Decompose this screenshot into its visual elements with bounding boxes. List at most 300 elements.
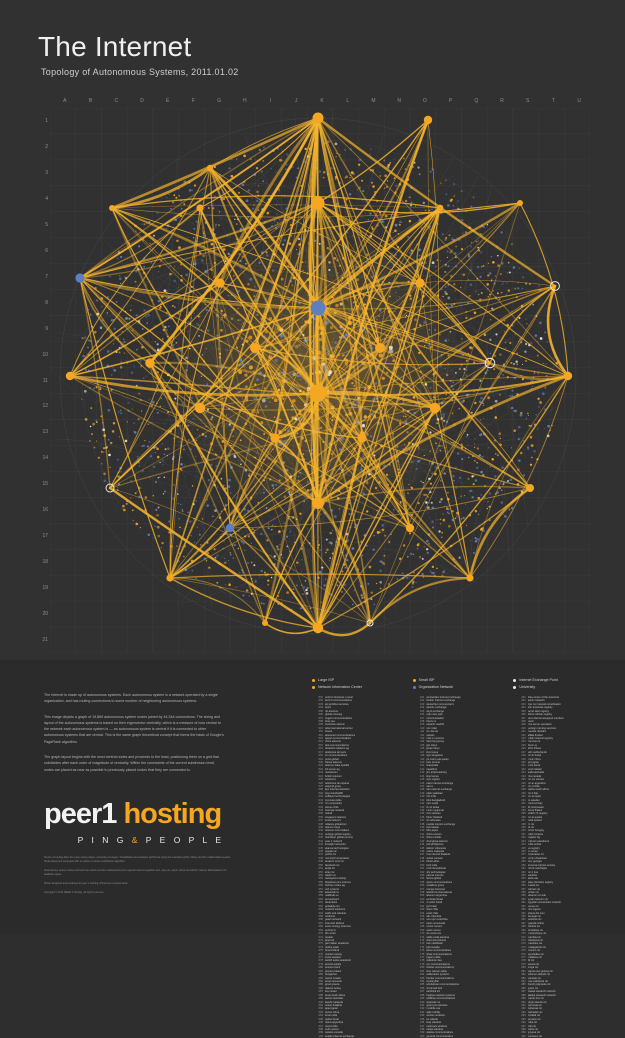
as-rank: 030	[318, 795, 323, 799]
as-rank: 181	[420, 969, 425, 973]
as-name: singapore telecom	[325, 815, 347, 819]
as-rank: 252	[521, 870, 526, 874]
as-name: cogent communications	[325, 716, 353, 720]
as-name: nic.mx mexico	[527, 778, 545, 782]
as-name: claro dominicana	[426, 938, 446, 942]
as-name: ulaknet turkey	[325, 986, 342, 990]
as-name: internet2 abilene	[325, 921, 345, 925]
grid-col-label: H	[243, 98, 247, 104]
as-name: namibia nic	[527, 935, 541, 939]
as-name: bknix thailand	[426, 815, 443, 819]
legend-entry	[312, 685, 407, 690]
grid-row-label: 20	[42, 611, 48, 618]
as-rank: 112	[420, 733, 425, 737]
as-rank: 026	[318, 781, 323, 785]
grid-col-label: M	[371, 98, 376, 104]
page-title: The Internet	[38, 31, 192, 62]
as-rank: 251	[521, 867, 526, 871]
as-rank: 151	[420, 867, 425, 871]
about-paragraph: The Internet is made up of autonomous systems. Each autonomous system is a network operated by a single organization, and has routing connections to some number of neighboring autonomous systems.	[44, 693, 218, 704]
as-name: cudi mexico	[325, 1027, 339, 1031]
as-name: dk hostmaster	[527, 805, 544, 809]
as-name: cincinnati bell	[426, 986, 442, 990]
as-rank: 102	[420, 699, 425, 703]
legend-label: Organization Network	[418, 684, 454, 689]
grid-row-label: 21	[42, 637, 48, 644]
as-rank: 034	[318, 808, 323, 812]
as-rank: 003	[318, 702, 323, 706]
as-rank: 141	[420, 832, 425, 836]
grid-row-label: 9	[45, 325, 48, 332]
as-name: manila internet exchange	[426, 822, 456, 826]
as-rank: 222	[521, 767, 526, 771]
grid-row-label: 5	[45, 221, 48, 228]
as-name: tinet spa	[325, 719, 335, 723]
as-name: dfn verein	[325, 932, 337, 936]
grid-col-label: C	[114, 98, 119, 104]
as-name: rogers cable	[426, 956, 441, 960]
as-name: puerto rico nic	[527, 997, 544, 1001]
as-rank: 042	[318, 836, 323, 840]
as-rank: 108	[420, 719, 425, 723]
legend-entry	[413, 685, 508, 690]
as-rank: 255	[521, 880, 526, 884]
grid-row-label: 17	[42, 533, 48, 540]
as-rank: 082	[318, 973, 323, 977]
as-name: uganda online	[527, 921, 544, 925]
as-rank: 147	[420, 853, 425, 857]
as-name: lix sri lanka	[426, 805, 440, 809]
as-rank: 227	[521, 784, 526, 788]
as-rank: 270	[521, 932, 526, 936]
as-rank: 089	[318, 997, 323, 1001]
grid-row-label: 15	[42, 481, 48, 488]
as-rank: 094	[318, 1014, 323, 1018]
as-name: cox communications	[426, 962, 450, 966]
graph-node	[437, 205, 444, 212]
as-name: new caledonia nic	[527, 980, 549, 984]
as-rank: 039	[318, 826, 323, 830]
fineprint-paragraph: Autonomous system names derived from whois records maintained by the regional internet registries arin, ripe ncc, apnic, lacnic and afrinic. Names abbreviated to fit available space.	[44, 869, 227, 876]
as-name: swisscom	[325, 778, 337, 782]
legend-label: Large ISP	[318, 678, 334, 682]
as-rank: 007	[318, 716, 323, 720]
as-name: clearwire us	[426, 1000, 441, 1004]
as-name: at&t mobility	[426, 1010, 441, 1014]
grid-row-label: 2	[45, 143, 48, 150]
as-name: google inc	[325, 849, 337, 853]
autonomous-systems-list	[312, 696, 612, 1038]
grid-col-label: U	[577, 98, 581, 104]
legend-label: Small ISP	[418, 678, 435, 682]
as-name: papua new guinea nic	[527, 969, 553, 973]
as-rank: 224	[521, 774, 526, 778]
as-name: dreamhost	[325, 901, 338, 905]
as-rank: 244	[521, 843, 526, 847]
as-rank: 018	[318, 754, 323, 758]
as-name: netrail	[325, 812, 333, 816]
as-name: apan japan	[325, 1007, 338, 1011]
as-rank: 202	[521, 699, 526, 703]
as-rank: 199	[420, 1031, 425, 1035]
as-rank: 035	[318, 812, 323, 816]
as-name: cwc caribbean	[426, 942, 443, 946]
as-name: global crossing	[325, 713, 343, 717]
as-rank: 073	[318, 942, 323, 946]
as-name: iucc israel	[325, 990, 337, 994]
as-name: guyana nic	[527, 1031, 541, 1035]
as-rank: 111	[420, 730, 425, 734]
as-rank: 093	[318, 1010, 323, 1014]
as-rank: 264	[521, 911, 526, 915]
as-rank: 138	[420, 822, 425, 826]
as-rank: 052	[318, 870, 323, 874]
grid-col-label: F	[191, 98, 195, 104]
as-rank: 293	[521, 1010, 526, 1014]
grid-row-label: 1	[45, 117, 48, 124]
as-rank: 139	[420, 826, 425, 830]
as-name: hungarnet	[325, 973, 337, 977]
as-name: kareN malaysia	[325, 1000, 343, 1004]
grid-row-label: 3	[45, 169, 48, 176]
graph-node	[226, 524, 234, 532]
as-name: peer 1 network	[325, 839, 343, 843]
as-name: tata communications	[325, 743, 349, 747]
as-rank: 210	[521, 726, 526, 730]
as-name: iix indonesia	[426, 819, 441, 823]
as-rank: 292	[521, 1007, 526, 1011]
as-name: jpnap tokyo	[426, 747, 440, 751]
as-rank: 077	[318, 956, 323, 960]
as-name: bahrain nic	[527, 887, 541, 891]
grid-row-label: 12	[42, 403, 48, 410]
as-name: maldives nic	[527, 956, 542, 960]
as-rank: 242	[521, 836, 526, 840]
as-rank: 200	[420, 1034, 425, 1038]
as-name: zambia nic	[527, 925, 541, 929]
as-name: sprint	[325, 706, 332, 710]
as-name: kixp kenya	[426, 774, 439, 778]
as-rank: 122	[420, 767, 425, 771]
graph-node	[415, 278, 424, 287]
as-rank: 146	[420, 849, 425, 853]
as-rank: 281	[521, 969, 526, 973]
grid-col-label: O	[422, 98, 427, 104]
as-name: renater	[325, 935, 334, 939]
as-name: kinx korea	[426, 750, 439, 754]
as-name: claro chile	[426, 908, 439, 912]
as-rank: 106	[420, 713, 425, 717]
as-rank: 044	[318, 843, 323, 847]
as-name: godaddy.com	[325, 904, 341, 908]
as-name: jprs japan	[527, 761, 539, 765]
graph-node	[406, 524, 414, 532]
as-name: ru center	[527, 849, 538, 853]
as-rank: 107	[420, 716, 425, 720]
as-name: iran internet exchange	[426, 788, 452, 792]
as-rank: 284	[521, 980, 526, 984]
as-name: hawaii research network	[527, 990, 556, 994]
as-name: trinidad nic	[527, 1014, 541, 1018]
graph-node	[526, 484, 534, 492]
as-rank: 184	[420, 980, 425, 984]
as-name: deutscher commercial ix	[426, 702, 455, 706]
as-name: akamai technologies	[325, 846, 349, 850]
as-rank: 205	[521, 709, 526, 713]
as-name: ptt metro sao paulo	[426, 757, 449, 761]
as-name: register bg	[527, 836, 540, 840]
as-name: vnix vietnam	[426, 812, 441, 816]
as-name: telefonica del peru	[325, 750, 347, 754]
legend-dot-icon	[312, 679, 315, 682]
grid-col-label: T	[551, 98, 555, 104]
grid-col-label: E	[166, 98, 170, 104]
graph-node	[312, 197, 325, 210]
as-rank: 048	[318, 856, 323, 860]
legend-entry	[513, 685, 608, 690]
as-rank: 261	[521, 901, 526, 905]
graph-node	[166, 574, 173, 581]
as-name: nic.it italy	[527, 791, 539, 795]
as-name: intrnic azerbaijan	[527, 867, 548, 871]
as-rank: 178	[420, 959, 425, 963]
as-rank: 051	[318, 867, 323, 871]
as-name: bbix japan	[426, 829, 439, 833]
as-rank: 186	[420, 986, 425, 990]
as-name: netnod sweden	[426, 716, 444, 720]
as-name: janet uk	[325, 938, 335, 942]
as-rank: 061	[318, 901, 323, 905]
as-name: any2 exchange	[426, 709, 444, 713]
as-name: isznic hungary	[527, 829, 545, 833]
as-name: hkix hong kong	[426, 740, 444, 744]
as-name: limelight networks	[325, 843, 346, 847]
as-name: ficora finland	[527, 808, 543, 812]
as-name: bsnl india	[426, 863, 438, 867]
as-name: jordan nic	[527, 891, 539, 895]
as-name: nic.ar argentina	[527, 781, 546, 785]
as-name: samoa nic	[527, 962, 540, 966]
as-rank: 266	[521, 918, 526, 922]
as-name: uninett norway	[325, 952, 342, 956]
as-name: embratel brasil	[426, 897, 444, 901]
as-name: comcast cable	[325, 798, 342, 802]
graph-node	[270, 433, 279, 442]
as-rank: 260	[521, 897, 526, 901]
brand-name-peer: peer	[44, 798, 102, 830]
as-rank: 066	[318, 918, 323, 922]
as-name: kenya nic	[527, 904, 539, 908]
as-rank: 206	[521, 713, 526, 717]
as-name: haiti nic	[527, 1024, 537, 1028]
as-rank: 188	[420, 993, 425, 997]
legend-label: Network Information Center	[318, 684, 362, 689]
as-rank: 175	[420, 949, 425, 953]
as-name: telkom indonesia	[426, 846, 446, 850]
as-rank: 269	[521, 928, 526, 932]
as-name: virgin islands nic	[527, 1000, 547, 1004]
as-name: espanix madrid	[426, 723, 444, 727]
as-name: switch swiss academic	[325, 959, 352, 963]
as-name: ntelos wireless	[426, 1027, 444, 1031]
as-rank: 063	[318, 908, 323, 912]
as-name: verisign global registry	[325, 832, 351, 836]
as-rank: 282	[521, 973, 526, 977]
as-name: pldt philippines	[426, 843, 444, 847]
as-rank: 259	[521, 894, 526, 898]
brand-tagline	[44, 835, 224, 845]
grid-col-label: P	[448, 98, 453, 104]
as-rank: 071	[318, 935, 323, 939]
as-rank: 299	[521, 1031, 526, 1035]
as-rank: 297	[521, 1024, 526, 1028]
legend-dot-icon	[312, 686, 315, 689]
as-name: reliance globalcom	[325, 822, 347, 826]
as-name: vodafone group	[426, 884, 445, 888]
as-list-column	[413, 696, 510, 1038]
as-rank: 228	[521, 788, 526, 792]
as-rank: 128	[420, 788, 425, 792]
grid-col-label: Q	[474, 98, 479, 104]
as-name: armenia internet society	[527, 863, 556, 867]
as-rank: 010	[318, 726, 323, 730]
as-rank: 171	[420, 935, 425, 939]
as-rank: 125	[420, 778, 425, 782]
as-rank: 033	[318, 805, 323, 809]
brand-block	[44, 800, 224, 845]
as-rank: 086	[318, 986, 323, 990]
graph-node	[109, 205, 115, 211]
as-rank: 098	[318, 1027, 323, 1031]
as-name: easynet group	[325, 784, 342, 788]
as-rank: 055	[318, 880, 323, 884]
as-rank: 230	[521, 795, 526, 799]
as-name: kpn internet solutions	[325, 788, 350, 792]
as-rank: 185	[420, 983, 425, 987]
as-name: rotld romania	[527, 832, 543, 836]
as-rank: 291	[521, 1003, 526, 1007]
as-rank: 286	[521, 986, 526, 990]
as-rank: 236	[521, 815, 526, 819]
network-graph-svg	[50, 108, 590, 653]
as-name: vanuatu nic	[527, 976, 541, 980]
as-name: zimbabwe nic	[527, 928, 544, 932]
as-name: telefonica de espana	[325, 781, 349, 785]
grid-row-label: 13	[42, 429, 48, 436]
grid-col-label: L	[346, 98, 350, 104]
as-name: seattle internet exchange	[325, 1034, 354, 1038]
as-rank: 084	[318, 980, 323, 984]
as-name: rediris spain	[325, 945, 339, 949]
as-name: senegal nic	[527, 915, 541, 918]
as-rank: 278	[521, 959, 526, 963]
as-rank: 109	[420, 723, 425, 727]
as-name: rednet brasil	[325, 1017, 340, 1021]
grid-row-label: 11	[42, 377, 48, 384]
brand-logo	[44, 800, 224, 829]
grid-col-label: B	[88, 98, 93, 104]
as-name: ua registry	[527, 846, 540, 850]
as-rank: 173	[420, 942, 425, 946]
as-rank: 254	[521, 877, 526, 881]
as-rank: 078	[318, 959, 323, 963]
as-rank: 212	[521, 733, 526, 737]
as-name: reunion nic	[527, 949, 541, 953]
as-rank: 233	[521, 805, 526, 809]
as-name: public interest registry	[527, 737, 553, 741]
as-name: ripe ncc network coordination	[527, 702, 562, 706]
as-rank: 019	[318, 757, 323, 761]
as-rank: 174	[420, 945, 425, 949]
as-rank: 130	[420, 795, 425, 799]
as-rank: 038	[318, 822, 323, 826]
as-rank: 100	[318, 1034, 323, 1038]
as-name: jamaica nic	[527, 1017, 541, 1021]
as-name: china telecom	[325, 740, 342, 744]
as-name: mmix myanmar	[426, 808, 445, 812]
as-name: sgix singapore	[426, 754, 444, 758]
as-rank: 043	[318, 839, 323, 843]
as-name: reuna chile	[325, 1024, 338, 1028]
as-rank: 015	[318, 743, 323, 747]
as-rank: 239	[521, 826, 526, 830]
fineprint-paragraph: Copyright © 2011 PEER 1 Hosting. All rights reserved.	[44, 891, 105, 894]
as-name: france telecom	[325, 761, 343, 765]
as-name: london internet exchange	[426, 699, 456, 703]
as-name: uninet mexico	[426, 925, 443, 929]
as-name: saudinic	[527, 873, 538, 877]
as-name: afilias limited	[527, 733, 543, 737]
as-name: hughes network systems	[426, 993, 455, 997]
as-name: ice costa rica	[426, 932, 442, 936]
as-rank: 032	[318, 802, 323, 806]
as-rank: 017	[318, 750, 323, 754]
as-rank: 124	[420, 774, 425, 778]
as-rank: 257	[521, 887, 526, 891]
as-rank: 119	[420, 757, 425, 761]
grid-row-label: 19	[42, 585, 48, 592]
as-name: icann	[527, 719, 534, 723]
as-name: krnic korea	[527, 764, 541, 768]
as-rank: 131	[420, 798, 425, 802]
grid-col-label: A	[63, 98, 67, 104]
as-name: cable onda panama	[426, 935, 450, 939]
graph-node	[207, 165, 213, 171]
as-rank: 280	[521, 966, 526, 970]
as-rank: 083	[318, 976, 323, 980]
legend-dot-icon	[513, 686, 516, 689]
as-name: ixpn nigeria	[426, 778, 440, 782]
as-name: esnet energy sciences	[325, 925, 351, 929]
as-rank: 092	[318, 1007, 323, 1011]
as-rank: 201	[521, 696, 526, 699]
as-rank: 208	[521, 719, 526, 723]
as-name: maxis malaysia	[426, 849, 445, 853]
as-name: nixi india	[426, 795, 437, 799]
as-name: msk ix moscow	[426, 737, 444, 741]
legend-column	[513, 678, 608, 691]
as-name: uae ix	[426, 784, 434, 788]
as-rank: 029	[318, 791, 323, 795]
as-rank: 075	[318, 949, 323, 953]
as-rank: 011	[318, 730, 323, 734]
as-rank: 169	[420, 928, 425, 932]
as-name: lebanon nic aub	[527, 894, 546, 898]
as-name: bdix bangladesh	[426, 798, 446, 802]
as-rank: 287	[521, 990, 526, 994]
as-rank: 247	[521, 853, 526, 857]
as-rank: 196	[420, 1021, 425, 1025]
